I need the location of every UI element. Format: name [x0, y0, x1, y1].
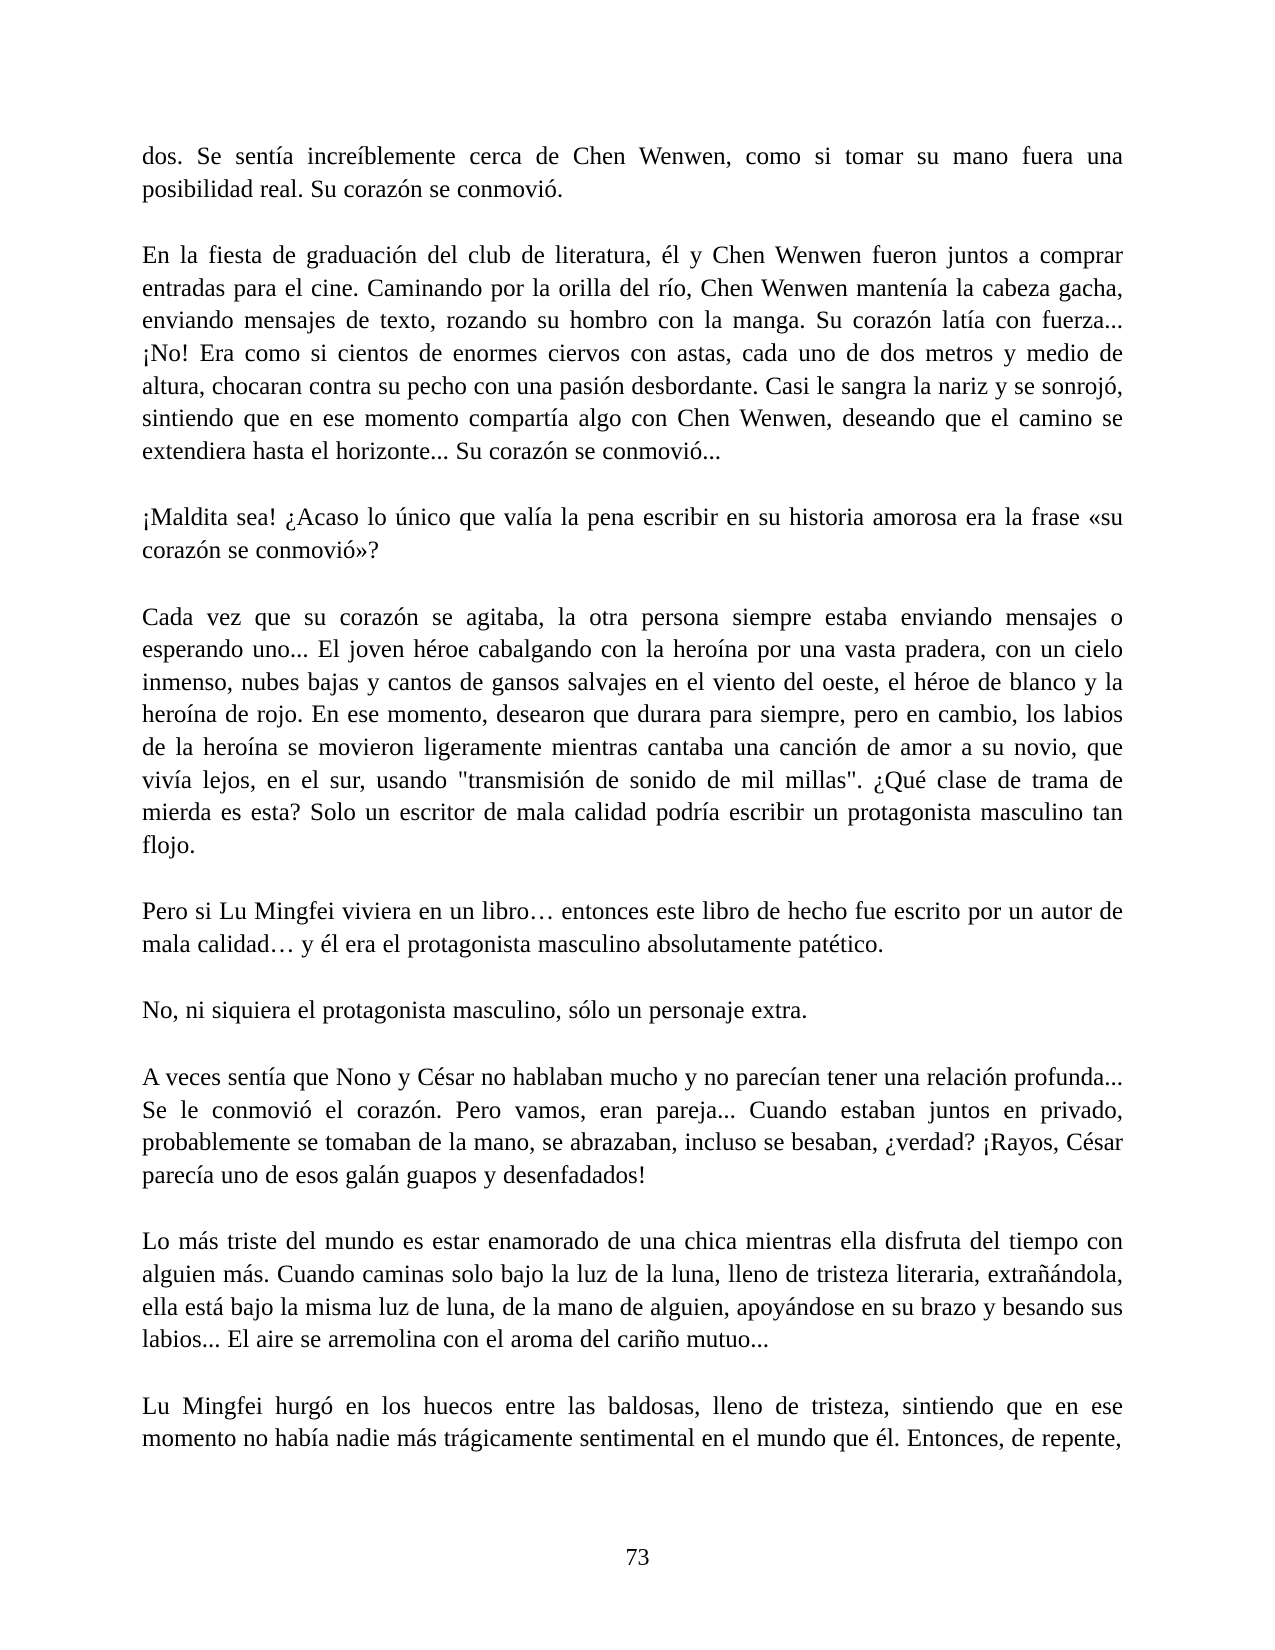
paragraph: ¡Maldita sea! ¿Acaso lo único que valía la pena escribir en su historia amorosa era la frase «su corazón se conmovió»?: [142, 504, 1123, 564]
paragraph: Cada vez que su corazón se agitaba, la otra persona siempre estaba enviando mensajes o esperando uno... El joven héroe cabalgando con la heroína por una vasta pradera, con un cielo inmenso, nubes bajas y cantos de gansos salvajes en el viento del oeste, el héroe de blanco y la heroína de rojo. En ese momento, desearon que durara para siempre, pero en cambio, los labios de la heroína se movieron ligeramente mientras cantaba una canción de amor a su novio, que vivía lejos, en el sur, usando "transmisión de sonido de mil millas". ¿Qué clase de trama de mierda es esta? Solo un escritor de mala calidad podría escribir un protagonista masculino tan flojo.: [142, 603, 1123, 859]
paragraph: Pero si Lu Mingfei viviera en un libro… entonces este libro de hecho fue escrito por un autor de mala calidad… y él era el protagonista masculino absolutamente patético.: [142, 898, 1123, 958]
paragraph: Lu Mingfei hurgó en los huecos entre las baldosas, lleno de tristeza, sintiendo que en ese momento no había nadie más trágicamente sentimental en el mundo que él. Entonces, de repente,: [142, 1392, 1123, 1453]
page-text-block: [142, 141, 1123, 1490]
paragraph: No, ni siquiera el protagonista masculino, sólo un personaje extra.: [142, 997, 808, 1025]
paragraph: A veces sentía que Nono y César no hablaban mucho y no parecían tener una relación profunda... Se le conmovió el corazón. Pero vamos, eran pareja... Cuando estaban juntos en privado, probablemente se tomaban de la mano, se abrazaban, incluso se besaban, ¿verdad? ¡Rayos, César parecía uno de esos galán guapos y desenfadados!: [142, 1064, 1123, 1189]
paragraph: En la fiesta de graduación del club de literatura, él y Chen Wenwen fueron juntos a comprar entradas para el cine. Caminando por la orilla del río, Chen Wenwen mantenía la cabeza gacha, enviando mensajes de texto, rozando su hombro con la manga. Su corazón latía con fuerza... ¡No! Era como si cientos de enormes ciervos con astas, cada uno de dos metros y medio de altura, chocaran contra su pecho con una pasión desbordante. Casi le sangra la nariz y se sonrojó, sintiendo que en ese momento compartía algo con Chen Wenwen, deseando que el camino se extendiera hasta el horizonte... Su corazón se conmovió...: [142, 242, 1123, 465]
page-number: 73: [625, 1545, 650, 1571]
paragraph: dos. Se sentía increíblemente cerca de Chen Wenwen, como si tomar su mano fuera una posibilidad real. Su corazón se conmovió.: [142, 143, 1123, 203]
paragraph: Lo más triste del mundo es estar enamorado de una chica mientras ella disfruta del tiempo con alguien más. Cuando caminas solo bajo la luz de la luna, lleno de tristeza literaria, extrañándola, ella está bajo la misma luz de luna, de la mano de alguien, apoyándose en su brazo y besando sus labios... El aire se arremolina con el aroma del cariño mutuo...: [142, 1228, 1123, 1354]
